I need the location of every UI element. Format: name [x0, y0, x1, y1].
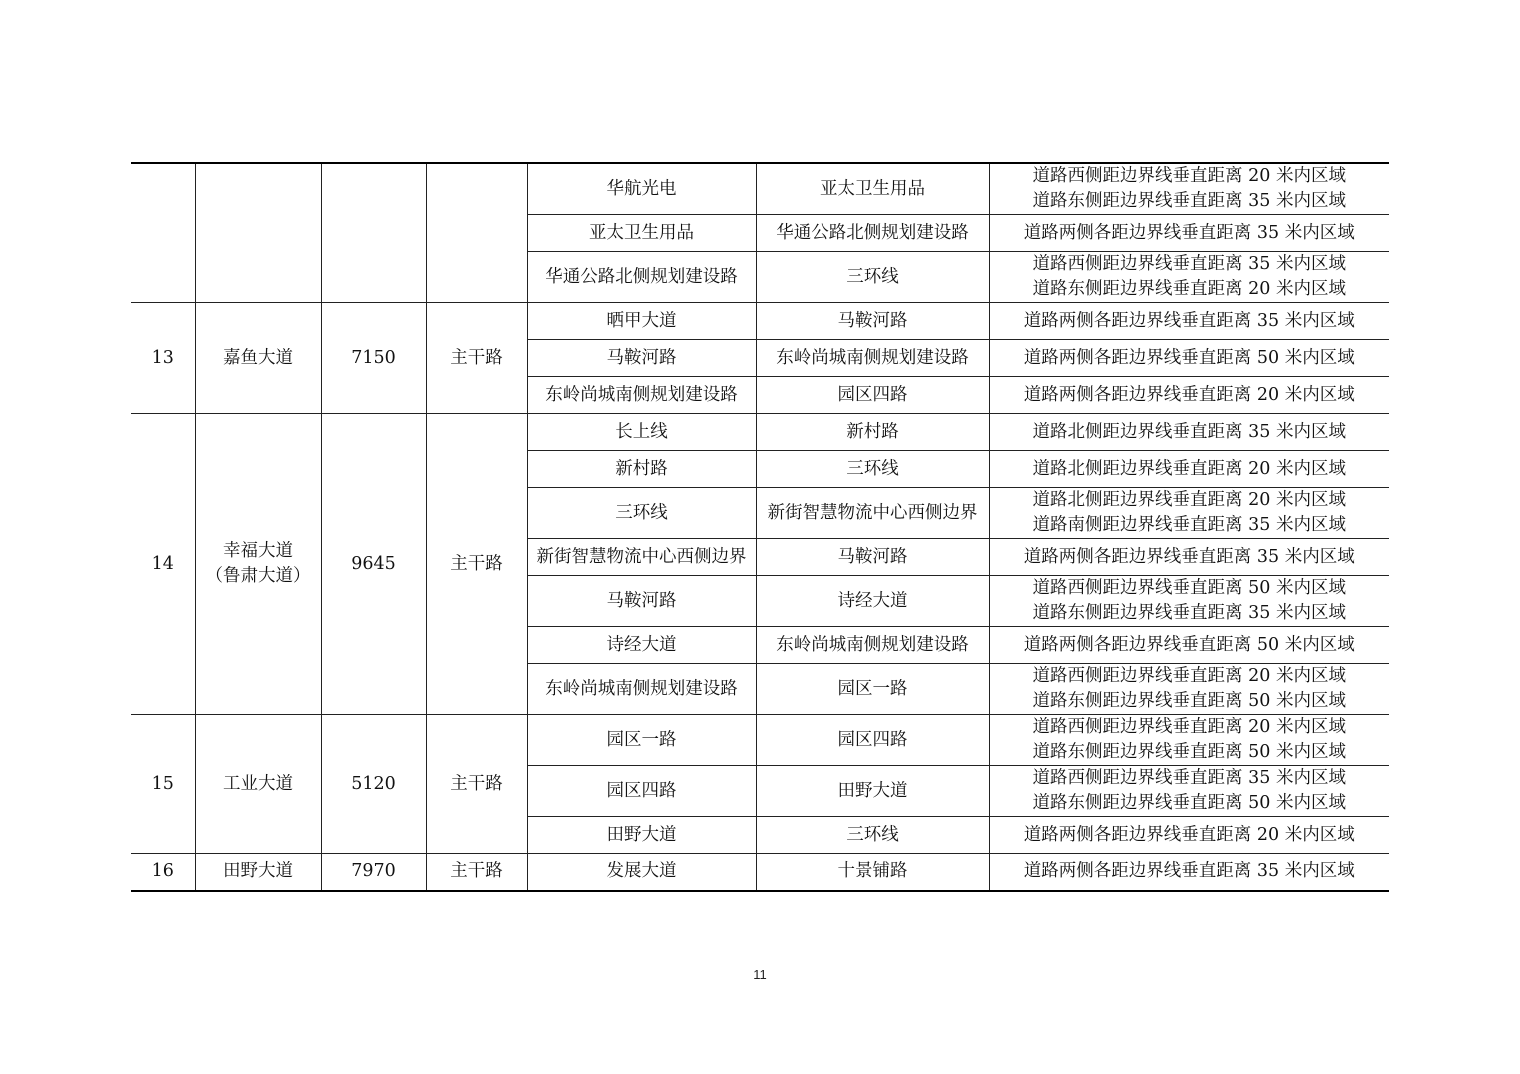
road-name-cell: [195, 303, 321, 414]
protection-range-line: 道路西侧距边界线垂直距离 35 米内区域: [1032, 768, 1346, 788]
table-row: [131, 854, 1389, 891]
protection-range-line: 道路东侧距边界线垂直距离 50 米内区域: [1032, 742, 1346, 762]
segment-start-cell: 华通公路北侧规划建设路: [527, 252, 756, 303]
segment-start-cell: 马鞍河路: [527, 340, 756, 377]
protection-range-cell: [989, 854, 1389, 891]
protection-range-line: 道路两侧各距边界线垂直距离 50 米内区域: [1023, 347, 1355, 368]
protection-range-cell: [989, 539, 1389, 576]
segment-end-cell: 诗经大道: [756, 576, 989, 627]
road-name-line: 幸福大道: [223, 541, 293, 561]
protection-range-cell: [989, 303, 1389, 340]
protection-range-cell: [989, 488, 1389, 539]
protection-range-cell: [989, 664, 1389, 715]
road-length-cell: [321, 163, 426, 303]
segment-end-cell: 三环线: [756, 817, 989, 854]
protection-range-line: 道路南侧距边界线垂直距离 35 米内区域: [1032, 515, 1346, 535]
road-number-cell: 14: [131, 414, 195, 715]
protection-range-cell: [989, 817, 1389, 854]
table-row: [131, 303, 1389, 340]
protection-range-cell: [989, 451, 1389, 488]
road-name-line: 田野大道: [223, 861, 293, 882]
protection-range-line: 道路两侧各距边界线垂直距离 35 米内区域: [1023, 310, 1355, 331]
protection-range-cell: [989, 414, 1389, 451]
road-number-cell: 16: [131, 854, 195, 891]
segment-start-cell: 田野大道: [527, 817, 756, 854]
segment-start-cell: 东岭尚城南侧规划建设路: [527, 377, 756, 414]
segment-start-cell: 东岭尚城南侧规划建设路: [527, 664, 756, 715]
segment-end-cell: 马鞍河路: [756, 303, 989, 340]
segment-end-cell: 十景铺路: [756, 854, 989, 891]
segment-start-cell: 发展大道: [527, 854, 756, 891]
road-grade-cell: [426, 163, 527, 303]
protection-range-cell: [989, 766, 1389, 817]
protection-range-line: 道路两侧各距边界线垂直距离 20 米内区域: [1023, 384, 1355, 405]
protection-range-cell: [989, 340, 1389, 377]
protection-range-cell: [989, 715, 1389, 766]
segment-start-cell: 诗经大道: [527, 627, 756, 664]
road-name-cell: [195, 414, 321, 715]
segment-end-cell: 亚太卫生用品: [756, 163, 989, 215]
protection-range-line: 道路两侧各距边界线垂直距离 35 米内区域: [1023, 861, 1355, 882]
segment-end-cell: 新村路: [756, 414, 989, 451]
segment-start-cell: 新村路: [527, 451, 756, 488]
protection-range-cell: [989, 215, 1389, 252]
protection-range-line: 道路两侧各距边界线垂直距离 20 米内区域: [1023, 824, 1355, 845]
segment-end-cell: 三环线: [756, 451, 989, 488]
segment-start-cell: 马鞍河路: [527, 576, 756, 627]
protection-range-cell: [989, 627, 1389, 664]
road-name-cell: [195, 163, 321, 303]
road-length-cell: 7150: [321, 303, 426, 414]
protection-range-cell: [989, 377, 1389, 414]
segment-start-cell: 长上线: [527, 414, 756, 451]
protection-range-line: 道路西侧距边界线垂直距离 50 米内区域: [1032, 578, 1346, 598]
protection-range-cell: [989, 576, 1389, 627]
road-grade-cell: 主干路: [426, 715, 527, 854]
segment-start-cell: 园区四路: [527, 766, 756, 817]
segment-start-cell: 亚太卫生用品: [527, 215, 756, 252]
road-grade-cell: 主干路: [426, 414, 527, 715]
segment-end-cell: 新街智慧物流中心西侧边界: [756, 488, 989, 539]
protection-range-line: 道路两侧各距边界线垂直距离 35 米内区域: [1023, 222, 1355, 243]
segment-end-cell: 园区四路: [756, 377, 989, 414]
segment-end-cell: 马鞍河路: [756, 539, 989, 576]
table-row: [131, 163, 1389, 215]
protection-range-line: 道路北侧距边界线垂直距离 35 米内区域: [1032, 421, 1346, 442]
road-grade-cell: 主干路: [426, 854, 527, 891]
road-name-line: 嘉鱼大道: [223, 347, 293, 368]
segment-start-cell: 新街智慧物流中心西侧边界: [527, 539, 756, 576]
protection-range-line: 道路西侧距边界线垂直距离 20 米内区域: [1032, 666, 1346, 686]
road-name-cell: [195, 854, 321, 891]
protection-range-line: 道路两侧各距边界线垂直距离 50 米内区域: [1023, 634, 1355, 655]
road-protection-table: [131, 162, 1389, 892]
road-name-line: （鲁肃大道）: [205, 566, 311, 586]
segment-end-cell: 园区一路: [756, 664, 989, 715]
road-grade-cell: 主干路: [426, 303, 527, 414]
road-number-cell: 13: [131, 303, 195, 414]
protection-range-line: 道路两侧各距边界线垂直距离 35 米内区域: [1023, 546, 1355, 567]
protection-range-line: 道路东侧距边界线垂直距离 35 米内区域: [1032, 603, 1346, 623]
protection-range-cell: [989, 163, 1389, 215]
page-number: 11: [753, 967, 767, 982]
segment-start-cell: 华航光电: [527, 163, 756, 215]
protection-range-line: 道路东侧距边界线垂直距离 50 米内区域: [1032, 691, 1346, 711]
protection-range-cell: [989, 252, 1389, 303]
table-row: [131, 715, 1389, 766]
table-body: [131, 163, 1389, 891]
segment-start-cell: 园区一路: [527, 715, 756, 766]
protection-range-line: 道路西侧距边界线垂直距离 20 米内区域: [1032, 166, 1346, 186]
protection-range-line: 道路东侧距边界线垂直距离 20 米内区域: [1032, 279, 1346, 299]
protection-range-line: 道路西侧距边界线垂直距离 20 米内区域: [1032, 717, 1346, 737]
road-number-cell: [131, 163, 195, 303]
segment-end-cell: 田野大道: [756, 766, 989, 817]
table-row: [131, 414, 1389, 451]
segment-start-cell: 晒甲大道: [527, 303, 756, 340]
segment-end-cell: 三环线: [756, 252, 989, 303]
segment-end-cell: 东岭尚城南侧规划建设路: [756, 627, 989, 664]
road-name-cell: [195, 715, 321, 854]
road-length-cell: 5120: [321, 715, 426, 854]
segment-end-cell: 东岭尚城南侧规划建设路: [756, 340, 989, 377]
road-length-cell: 7970: [321, 854, 426, 891]
protection-range-line: 道路北侧距边界线垂直距离 20 米内区域: [1032, 490, 1346, 510]
road-number-cell: 15: [131, 715, 195, 854]
segment-start-cell: 三环线: [527, 488, 756, 539]
protection-range-line: 道路西侧距边界线垂直距离 35 米内区域: [1032, 254, 1346, 274]
road-length-cell: 9645: [321, 414, 426, 715]
protection-range-line: 道路东侧距边界线垂直距离 50 米内区域: [1032, 793, 1346, 813]
protection-range-line: 道路东侧距边界线垂直距离 35 米内区域: [1032, 191, 1346, 211]
road-name-line: 工业大道: [223, 773, 293, 794]
segment-end-cell: 园区四路: [756, 715, 989, 766]
protection-range-line: 道路北侧距边界线垂直距离 20 米内区域: [1032, 458, 1346, 479]
segment-end-cell: 华通公路北侧规划建设路: [756, 215, 989, 252]
